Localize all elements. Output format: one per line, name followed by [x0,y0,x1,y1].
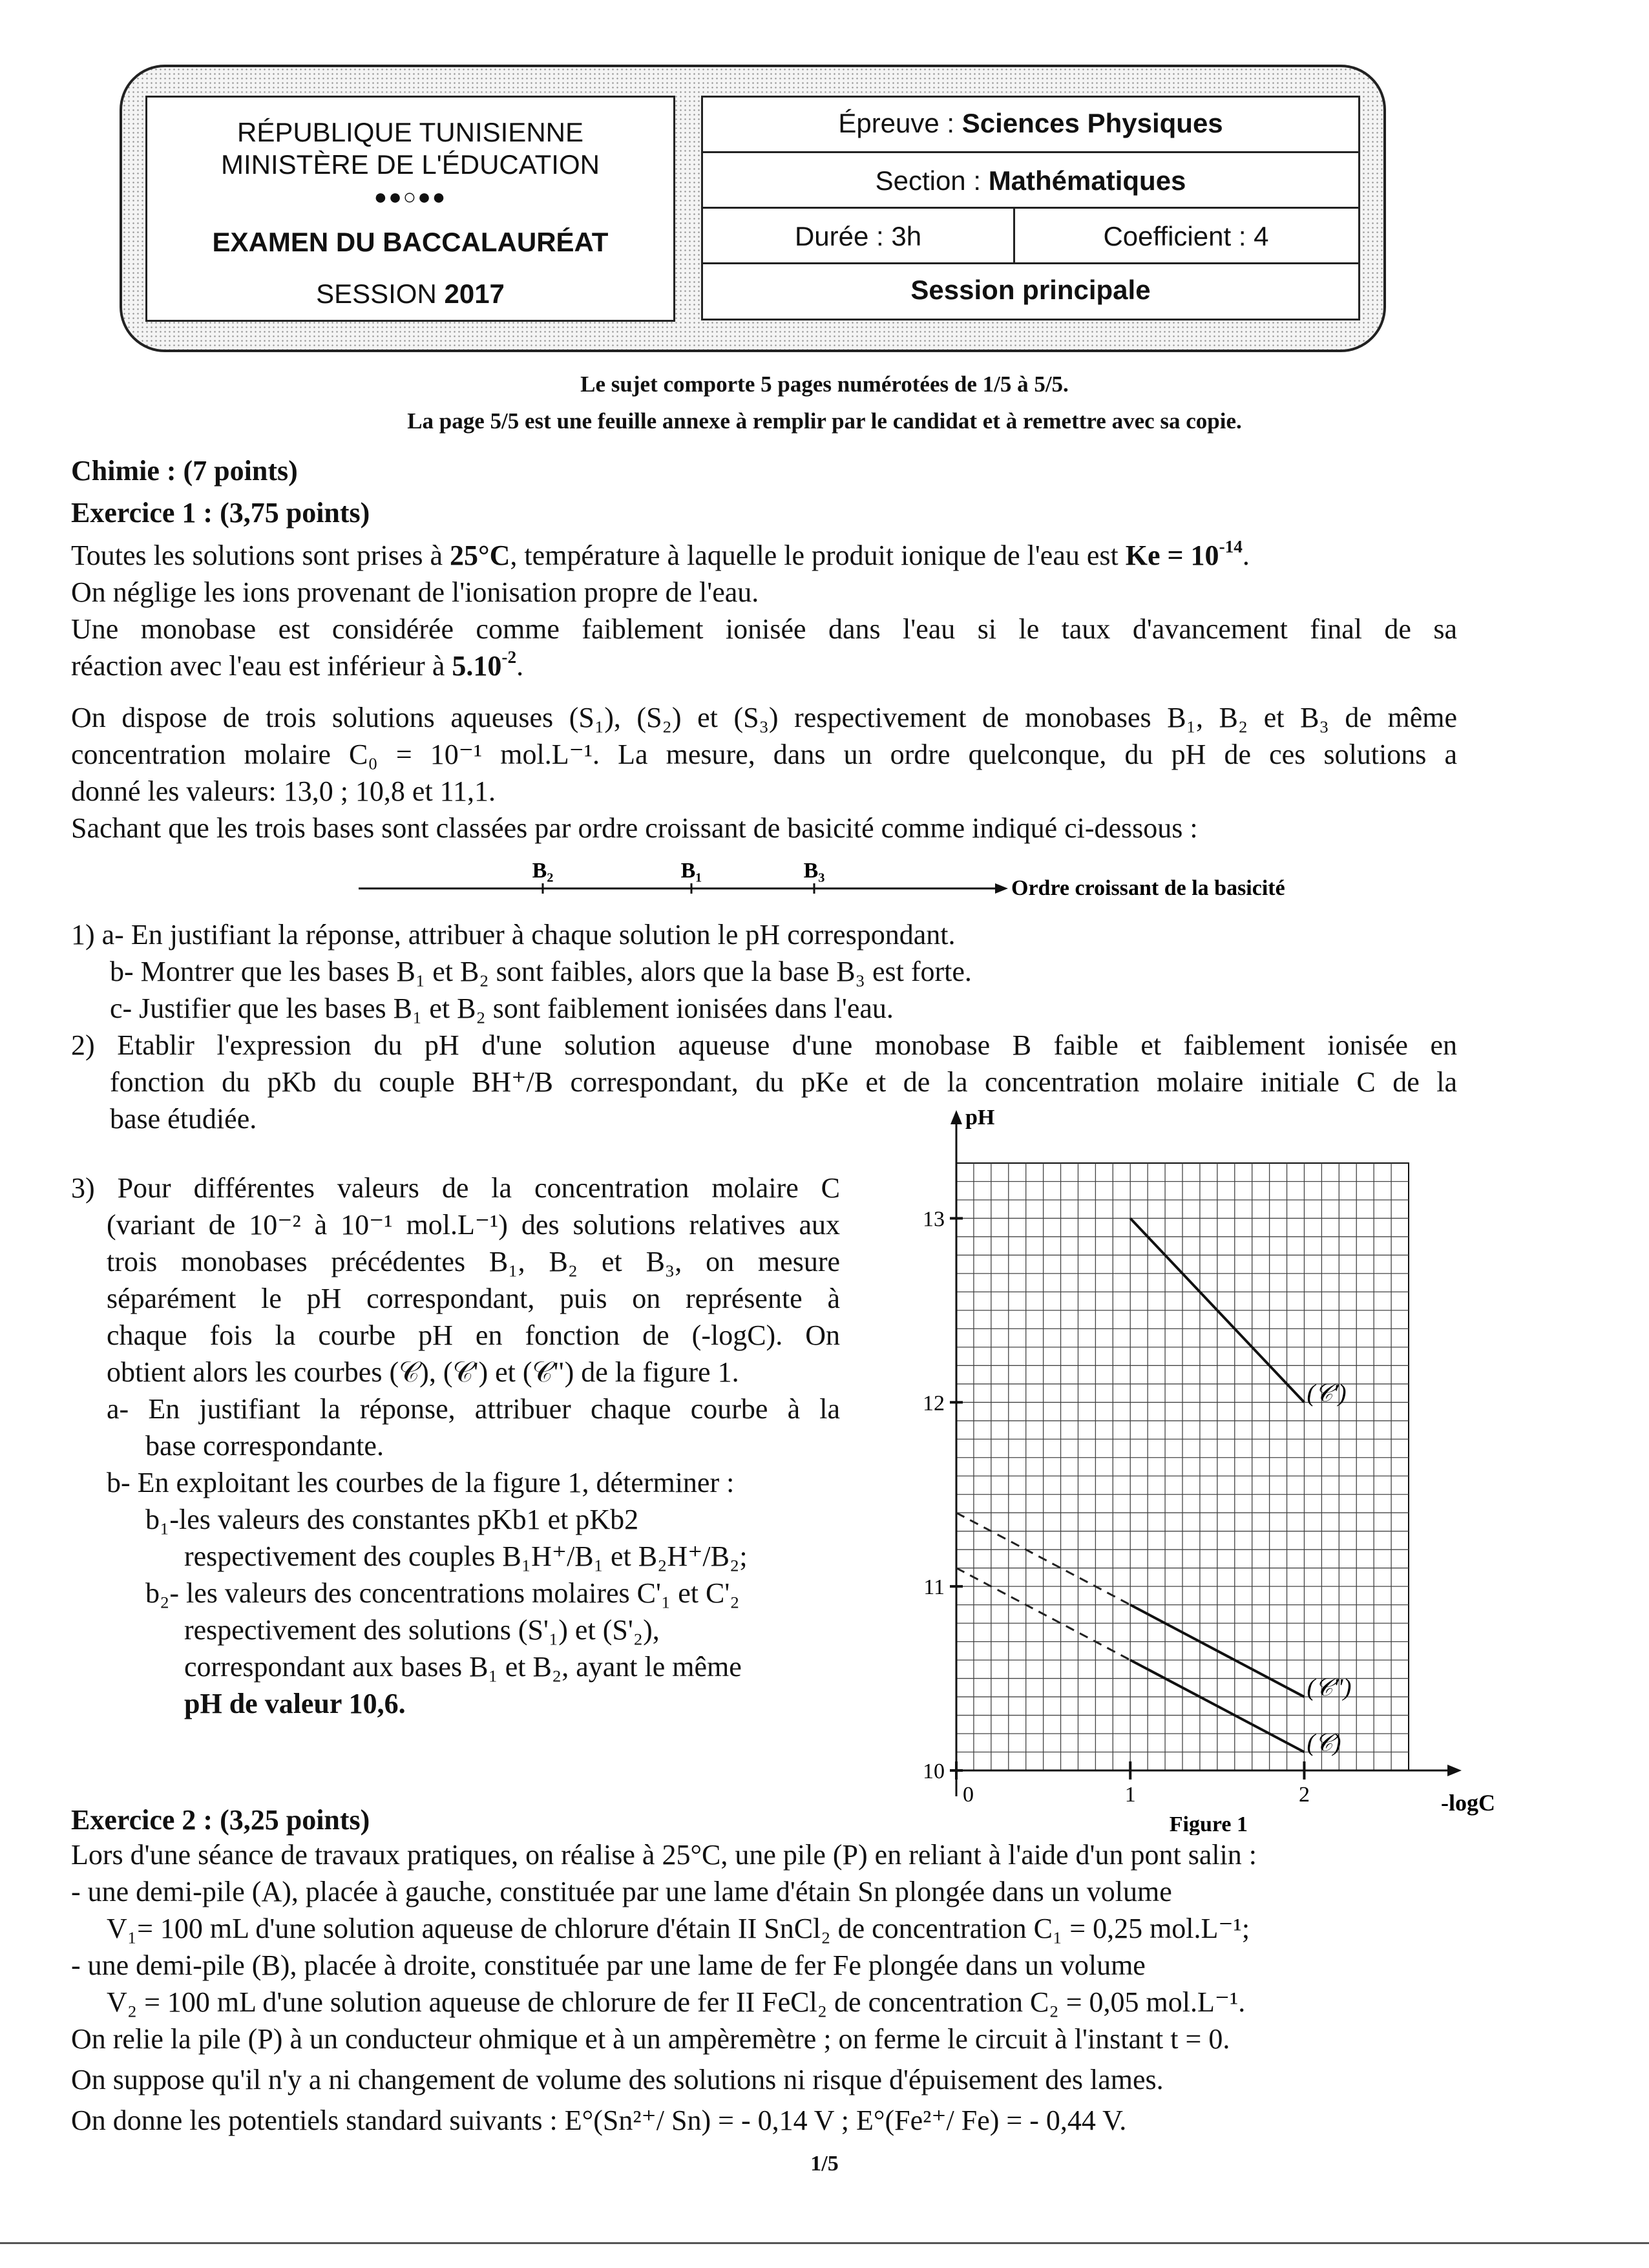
page-number: 1/5 [810,2152,839,2176]
y-axis-arrow [951,1110,962,1124]
y-tick-label: 12 [923,1391,945,1416]
ex1-line-8: Sachant que les trois bases sont classées par ordre croissant de basicité comme indiqué ci-dessous : [71,812,1198,844]
header-left-box [145,96,675,322]
session-type-row: Session principale [910,275,1151,305]
basicity-axis-arrow [995,883,1008,894]
question-3b1-line-2: respectivement des couples B₁H⁺/B₁ et B₂H⁺/B₂; [184,1540,748,1572]
y-tick-label: 11 [923,1575,945,1600]
chart-series [956,1218,1351,1756]
session-label: SESSION 2017 [316,278,505,309]
curve-label-2: (𝒞") [1307,1674,1352,1702]
ex1-line-2: On néglige les ions provenant de l'ionisation propre de l'eau. [71,576,759,608]
question-1b: b- Montrer que les bases B₁ et B₂ sont faibles, alors que la base B₃ est forte. [110,956,972,987]
question-3-line-3: trois monobases précédentes B₁, B₂ et B₃, on mesure [107,1246,840,1277]
ex2-line-3: V₁= 100 mL d'une solution aqueuse de chlorure d'étain II SnCl₂ de concentration C₁ = 0,25 mol.L⁻¹; [107,1913,1250,1944]
question-3b2-line-3: correspondant aux bases B₁ et B₂, ayant le même [184,1651,742,1683]
exercise-2-title: Exercice 2 : (3,25 points) [71,1804,370,1836]
ex1-line-5: On dispose de trois solutions aqueuses (S₁), (S₂) et (S₃) respectivement de monobases B₁, B₂ et B₃ de même [71,702,1457,733]
section-row: Section : Mathématiques [703,153,1358,209]
question-3-line-2: (variant de 10⁻² à 10⁻¹ mol.L⁻¹) des solutions relatives aux [107,1209,840,1241]
question-1c: c- Justifier que les bases B₁ et B₂ sont faiblement ionisées dans l'eau. [110,992,894,1024]
duree-coef-row [703,209,1358,264]
figure-caption: Figure 1 [1169,1812,1248,1835]
notice-line-2: La page 5/5 est une feuille annexe à remplir par le candidat et à remettre avec sa copie. [407,408,1242,434]
curve-label-1: (𝒞') [1307,1380,1347,1407]
question-3b2-line-1: b₂- les valeurs des concentrations molaires C'₁ et C'₂ [145,1577,740,1609]
duree-cell: Durée : 3h [703,209,1015,262]
question-3b-line-1: b- En exploitant les courbes de la figure 1, déterminer : [107,1467,735,1498]
basicity-label-b1: B₁ [680,859,702,883]
ministry-label: MINISTÈRE DE L'ÉDUCATION [221,149,600,180]
ex1-line-7: donné les valeurs: 13,0 ; 10,8 et 11,1. [71,775,496,807]
ex2-line-1: Lors d'une séance de travaux pratiques, on réalise à 25°C, une pile (P) en reliant à l'aide d'un pont salin : [71,1839,1257,1871]
ornament-dots: ●●○●● [373,185,447,209]
x-axis-arrow [1447,1765,1462,1776]
basicity-label-b3: B₃ [803,859,825,883]
x-tick-label: 2 [1298,1783,1310,1807]
header-right-box [701,96,1360,320]
y-tick-label: 13 [923,1207,945,1232]
ex2-line-5: V₂ = 100 mL d'une solution aqueuse de chlorure de fer II FeCl₂ de concentration C₂ = 0,05 mol.L⁻¹. [107,1986,1246,2018]
bottom-rule [0,2242,1649,2244]
question-3a-line-1: a- En justifiant la réponse, attribuer chaque courbe à la [107,1393,840,1425]
question-2c: base étudiée. [110,1103,257,1135]
basicity-axis-label: Ordre croissant de la basicité [1011,876,1285,900]
ex1-line-4: réaction avec l'eau est inférieur à $5.10^{-2}$. [71,647,524,682]
question-3b2-line-2: respectivement des solutions (S'₁) et (S'₂), [184,1614,660,1646]
question-3-line-5: chaque fois la courbe pH en fonction de (-logC). On [107,1319,840,1351]
ex1-line-1: Toutes les solutions sont prises à 25°C, température à laquelle le produit ionique de l'eau est $Ke = 10^{-14}$. [71,536,1250,571]
notice-line-1: Le sujet comporte 5 pages numérotées de 1/5 à 5/5. [580,372,1069,397]
ex2-line-4: - une demi-pile (B), placée à droite, constituée par une lame de fer Fe plongée dans un volume [71,1949,1146,1981]
question-3-line-6: obtient alors les courbes (𝒞), (𝒞') et (𝒞") de la figure 1. [107,1356,739,1388]
x-tick-label: 0 [963,1783,974,1807]
coefficient-cell: Coefficient : 4 [1103,221,1269,251]
exercise-1-title: Exercice 1 : (3,75 points) [71,497,370,529]
question-3-line-4: séparément le pH correspondant, puis on représente à [107,1283,840,1314]
y-tick-label: 10 [923,1759,945,1783]
chimie-title: Chimie : (7 points) [71,455,298,487]
exam-label: EXAMEN DU BACCALAURÉAT [212,227,609,257]
ex2-line-2: - une demi-pile (A), placée à gauche, constituée par une lame d'étain Sn plongée dans un volume [71,1876,1172,1907]
question-3a-line-2: base correspondante. [145,1430,384,1462]
y-axis-label: pH [965,1106,995,1129]
question-3b2-line-4: pH de valeur 10,6. [184,1688,406,1719]
basicity-axis [349,853,1357,905]
ex1-line-6: concentration molaire C₀ = 10⁻¹ mol.L⁻¹. La mesure, dans un ordre quelconque, du pH de ces solutions a [71,739,1457,770]
question-2b: fonction du pKb du couple BH⁺/B correspondant, du pKe et de la concentration molaire initiale C de la [110,1066,1457,1098]
ex2-line-6: On relie la pile (P) à un conducteur ohmique et à un ampèremètre ; on ferme le circuit à l'instant t = 0. [71,2023,1230,2055]
basicity-label-b2: B₂ [532,859,554,883]
ex2-line-7: On suppose qu'il n'y a ni changement de volume des solutions ni risque d'épuisement des lames. [71,2064,1164,2095]
x-axis-label: -logC [1441,1790,1495,1816]
epreuve-row: Épreuve : Sciences Physiques [703,98,1358,153]
question-1a: 1) a- En justifiant la réponse, attribuer à chaque solution le pH correspondant. [71,919,956,950]
figure-1-chart [892,1098,1499,1835]
curve-label-3: (𝒞) [1307,1729,1341,1757]
ex1-line-3: Une monobase est considérée comme faiblement ionisée dans l'eau si le taux d'avancement final de sa [71,613,1457,645]
question-3b1-line-1: b₁-les valeurs des constantes pKb1 et pKb2 [145,1504,639,1535]
republic-label: RÉPUBLIQUE TUNISIENNE [236,117,583,147]
question-3-line-1: 3) Pour différentes valeurs de la concentration molaire C [71,1172,840,1204]
ex2-line-8: On donne les potentiels standard suivants : E°(Sn²⁺/ Sn) = - 0,14 V ; E°(Fe²⁺/ Fe) = - 0,44 V. [71,2105,1127,2136]
question-2a: 2) Etablir l'expression du pH d'une solution aqueuse d'une monobase B faible et faiblement ionisée en [71,1029,1457,1061]
x-tick-label: 1 [1124,1783,1136,1807]
